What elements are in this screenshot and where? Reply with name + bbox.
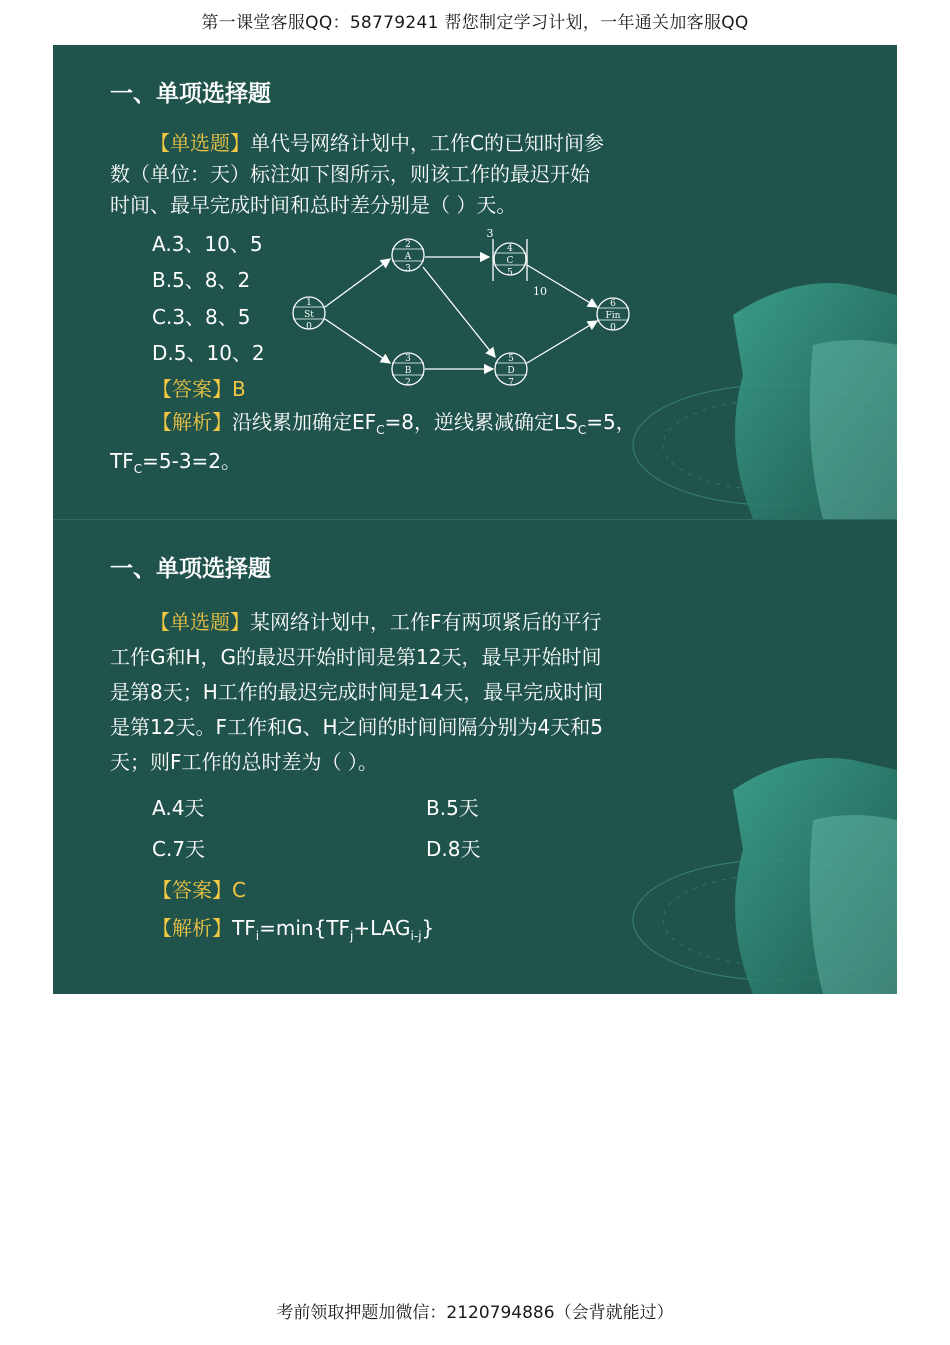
stem-line: 某网络计划中，工作F有两项紧后的平行 (250, 610, 602, 634)
svg-text:0: 0 (610, 323, 616, 333)
analysis-tag: 【解析】 (152, 916, 232, 940)
arrow-d-fin (527, 321, 597, 363)
stem-line: 是第8天；H工作的最迟完成时间是14天，最早完成时间 (110, 680, 604, 704)
subscript: i (255, 929, 260, 943)
arrow-a-d (423, 267, 495, 357)
formula-part: } (421, 916, 435, 940)
svg-text:B: B (404, 366, 412, 376)
section-title: 一、单项选择题 (110, 81, 271, 107)
analysis-text: 沿线累加确定EF (232, 410, 377, 434)
arrow-st-a (325, 259, 390, 307)
stem-line: 是第12天。F工作和G、H之间的时间间隔分别为4天和5 (110, 715, 603, 739)
subscript: C (376, 423, 385, 437)
network-diagram (291, 227, 631, 397)
analysis-text: =5， (586, 410, 636, 434)
node-fin (597, 298, 629, 333)
svg-text:A: A (404, 252, 412, 262)
section-title: 一、单项选择题 (110, 556, 271, 582)
c-ls-label: 3 (486, 227, 494, 240)
analysis (152, 913, 434, 952)
node-st (293, 297, 325, 332)
slide-question-2 (53, 519, 897, 994)
question-type-tag: 【单选题】 (150, 131, 250, 155)
svg-text:Fin: Fin (605, 311, 621, 321)
answer-tag: 【答案】 (152, 878, 232, 902)
analysis-text: TF (110, 449, 134, 473)
node-b (392, 353, 424, 388)
stem-line: 数（单位：天）标注如下图所示，则该工作的最迟开始 (110, 162, 590, 186)
question-stem (110, 128, 604, 221)
option-a[interactable]: A.3、10、5 (152, 232, 263, 256)
svg-text:2: 2 (405, 378, 411, 388)
answer-line (152, 874, 246, 903)
formula-part: +LAG (353, 916, 411, 940)
svg-text:3: 3 (405, 264, 411, 274)
arrow-st-b (325, 319, 390, 363)
formula (232, 916, 435, 943)
node-d (495, 353, 527, 388)
question-stem (110, 605, 603, 780)
option-a[interactable]: A.4天 (152, 796, 205, 820)
option-d[interactable]: D.5、10、2 (152, 341, 265, 365)
page-footer: 考前领取押题加微信：2120794886（会背就能过） (276, 1303, 674, 1323)
svg-text:6: 6 (610, 299, 616, 309)
svg-text:D: D (507, 366, 515, 376)
analysis-text: =8，逆线累减确定LS (384, 410, 578, 434)
option-d[interactable]: D.8天 (426, 837, 481, 861)
option-c[interactable]: C.7天 (152, 837, 206, 861)
answer-value: C (232, 878, 246, 902)
option-c[interactable]: C.3、8、5 (152, 305, 251, 329)
svg-text:4: 4 (507, 244, 513, 254)
subscript: C (133, 462, 143, 476)
node-c (494, 243, 526, 278)
stem-line: 天；则F工作的总时差为（ ）。 (110, 750, 378, 774)
svg-text:2: 2 (405, 240, 411, 250)
option-b[interactable]: B.5天 (426, 796, 479, 820)
formula-part: TF (232, 916, 256, 940)
analysis (110, 407, 636, 485)
analysis-text: =5-3=2。 (142, 449, 242, 473)
node-a (392, 239, 424, 274)
answer-value: B (232, 377, 246, 401)
answer-tag: 【答案】 (152, 377, 232, 401)
question-type-tag: 【单选题】 (150, 610, 250, 634)
svg-text:3: 3 (405, 354, 411, 364)
answer-line (152, 373, 246, 402)
svg-text:1: 1 (306, 298, 312, 308)
option-b[interactable]: B.5、8、2 (152, 268, 251, 292)
svg-text:7: 7 (508, 378, 514, 388)
c-lf-label: 10 (533, 285, 547, 298)
formula-part: =min{TF (259, 916, 350, 940)
svg-text:C: C (506, 256, 514, 266)
svg-text:St: St (304, 310, 314, 320)
stem-line: 工作G和H，G的最迟开始时间是第12天，最早开始时间 (110, 645, 602, 669)
page-header: 第一课堂客服QQ：58779241 帮您制定学习计划，一年通关加客服QQ (201, 13, 749, 33)
svg-text:0: 0 (306, 322, 312, 332)
subscript: j (350, 929, 354, 943)
stem-line: 单代号网络计划中，工作C的已知时间参 (250, 131, 604, 155)
slide-question-1 (53, 45, 897, 519)
analysis-tag: 【解析】 (152, 410, 232, 434)
subscript: C (577, 423, 587, 437)
subscript: i-j (410, 929, 422, 943)
stem-line: 时间、最早完成时间和总时差分别是（ ）天。 (110, 193, 517, 217)
svg-text:5: 5 (507, 268, 513, 278)
svg-text:5: 5 (508, 354, 514, 364)
